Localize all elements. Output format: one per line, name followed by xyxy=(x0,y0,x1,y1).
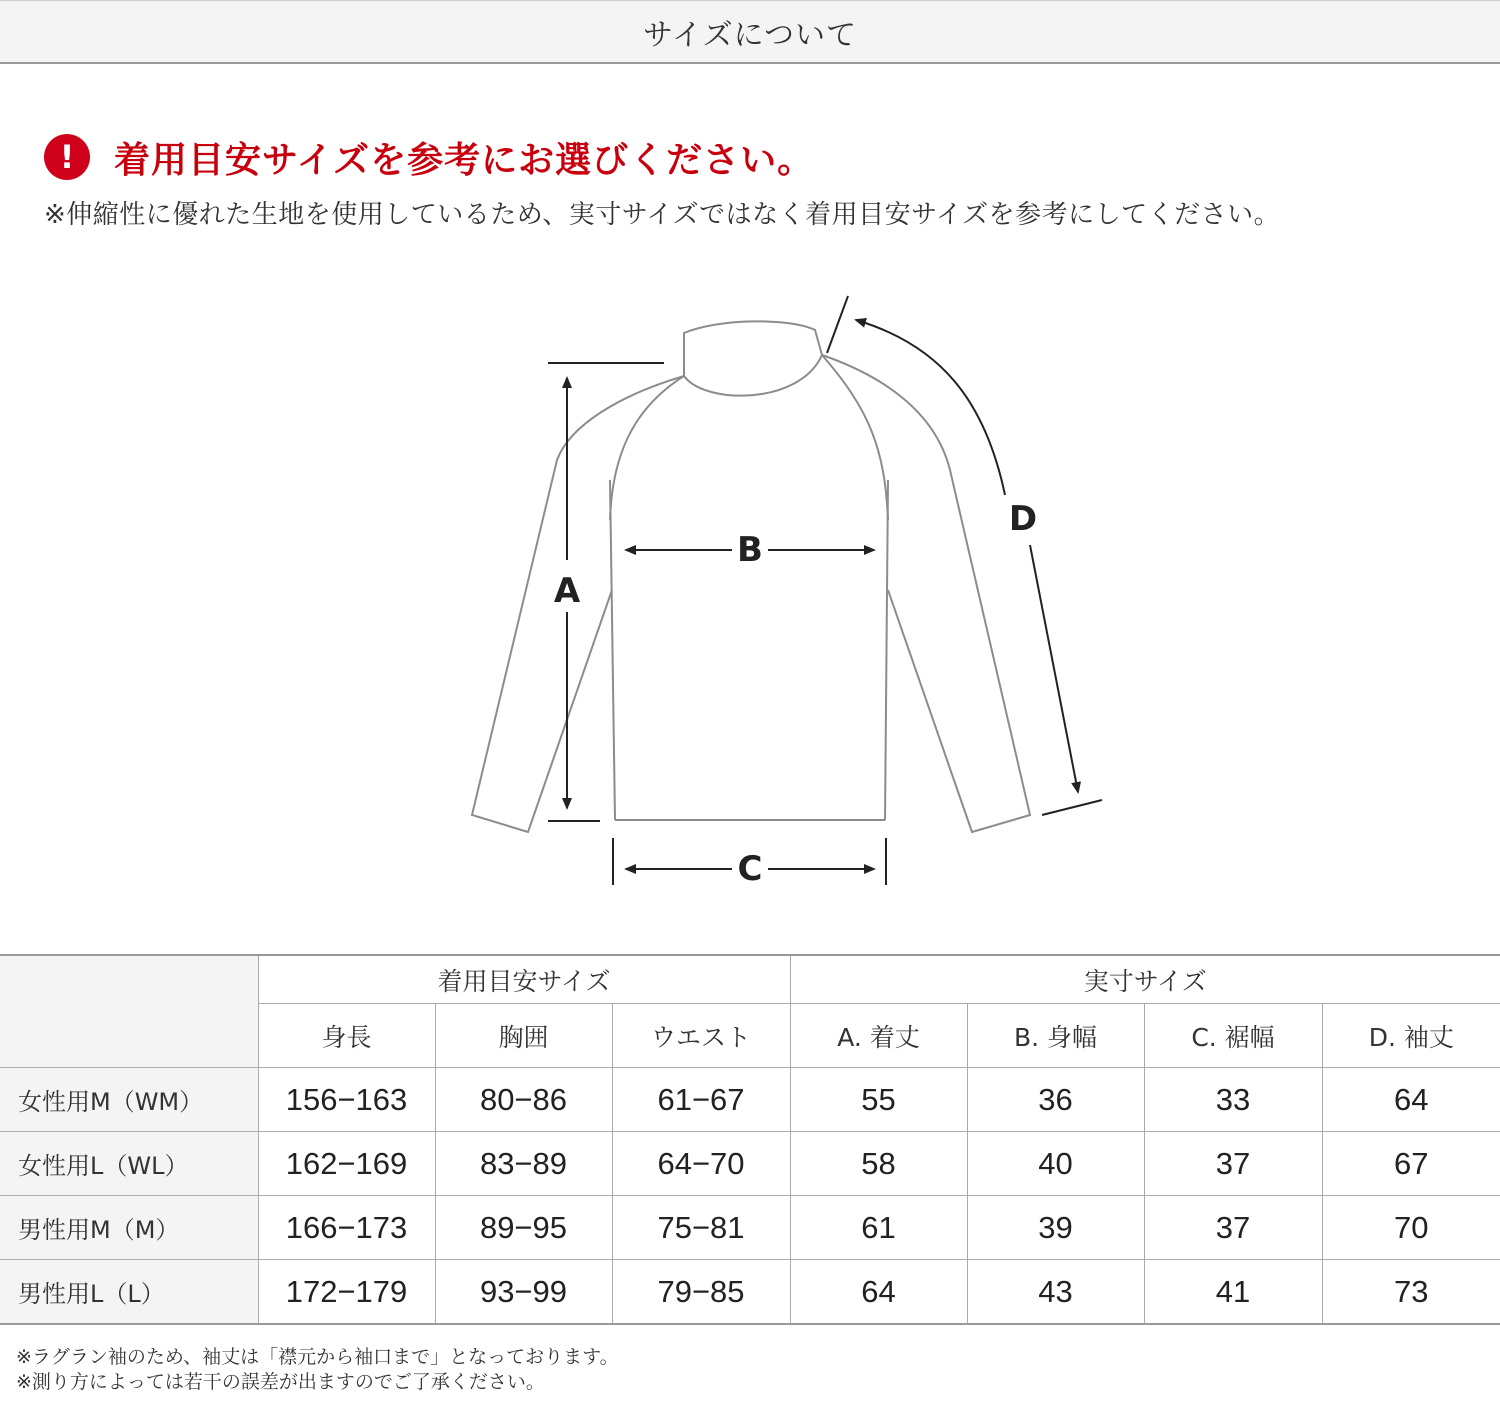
row-label: 男性用M（M） xyxy=(0,1196,258,1260)
page-header xyxy=(0,0,1500,64)
table-cell: 172−179 xyxy=(258,1260,435,1325)
table-cell: 166−173 xyxy=(258,1196,435,1260)
table-row xyxy=(0,1132,1500,1196)
exclamation-icon: ! xyxy=(44,134,90,180)
table-row xyxy=(0,1260,1500,1325)
table-cell: 79−85 xyxy=(612,1260,790,1325)
table-cell: 64 xyxy=(1322,1068,1500,1132)
footnote: ※測り方によっては若干の誤差が出ますのでご了承ください。 xyxy=(16,1371,545,1393)
table-cell: 40 xyxy=(967,1132,1144,1196)
col-height: 身長 xyxy=(258,1004,435,1068)
row-label: 女性用M（WM） xyxy=(0,1068,258,1132)
label-d: D xyxy=(1008,499,1038,539)
label-a: A xyxy=(553,571,581,611)
footnote: ※ラグラン袖のため、袖丈は「襟元から袖口まで」となっております。 xyxy=(16,1346,619,1368)
table-cell: 36 xyxy=(967,1068,1144,1132)
notice-headline: 着用目安サイズを参考にお選びください。 xyxy=(114,139,815,181)
table-cell: 55 xyxy=(790,1068,967,1132)
measure-guides xyxy=(548,296,1102,885)
table-cell: 73 xyxy=(1322,1260,1500,1325)
table-cell: 61 xyxy=(790,1196,967,1260)
table-cell: 43 xyxy=(967,1260,1144,1325)
table-cell: 64 xyxy=(790,1260,967,1325)
table-cell: 83−89 xyxy=(435,1132,612,1196)
table-cell: 41 xyxy=(1144,1260,1322,1325)
col-chest: 胸囲 xyxy=(435,1004,612,1068)
table-corner xyxy=(0,955,258,1068)
garment-diagram xyxy=(0,270,1500,910)
col-waist: ウエスト xyxy=(612,1004,790,1068)
label-b: B xyxy=(737,530,763,570)
table-cell: 80−86 xyxy=(435,1068,612,1132)
group-header-actual: 実寸サイズ xyxy=(790,955,1500,1004)
table-cell: 162−169 xyxy=(258,1132,435,1196)
table-cell: 61−67 xyxy=(612,1068,790,1132)
table-cell: 89−95 xyxy=(435,1196,612,1260)
label-c: C xyxy=(737,849,763,889)
measure-b xyxy=(626,530,874,570)
measure-c xyxy=(626,849,874,889)
row-label: 女性用L（WL） xyxy=(0,1132,258,1196)
table-cell: 156−163 xyxy=(258,1068,435,1132)
table-cell: 37 xyxy=(1144,1196,1322,1260)
table-cell: 93−99 xyxy=(435,1260,612,1325)
size-table xyxy=(0,954,1500,1325)
table-cell: 39 xyxy=(967,1196,1144,1260)
group-header-wearing: 着用目安サイズ xyxy=(258,955,790,1004)
table-cell: 70 xyxy=(1322,1196,1500,1260)
table-cell: 75−81 xyxy=(612,1196,790,1260)
table-cell: 64−70 xyxy=(612,1132,790,1196)
size-notice xyxy=(44,132,814,182)
row-label: 男性用L（L） xyxy=(0,1260,258,1325)
notice-subnote: ※伸縮性に優れた生地を使用しているため、実寸サイズではなく着用目安サイズを参考にしてください。 xyxy=(44,200,1281,230)
col-d-sleeve: D. 袖丈 xyxy=(1322,1004,1500,1068)
table-cell: 37 xyxy=(1144,1132,1322,1196)
table-row xyxy=(0,1068,1500,1132)
table-row xyxy=(0,1196,1500,1260)
table-cell: 33 xyxy=(1144,1068,1322,1132)
table-cell: 67 xyxy=(1322,1132,1500,1196)
col-a-length: A. 着丈 xyxy=(790,1004,967,1068)
measure-d xyxy=(856,320,1078,792)
table-cell: 58 xyxy=(790,1132,967,1196)
page-title: サイズについて xyxy=(643,17,857,53)
col-b-width: B. 身幅 xyxy=(967,1004,1144,1068)
col-c-hem: C. 裾幅 xyxy=(1144,1004,1322,1068)
